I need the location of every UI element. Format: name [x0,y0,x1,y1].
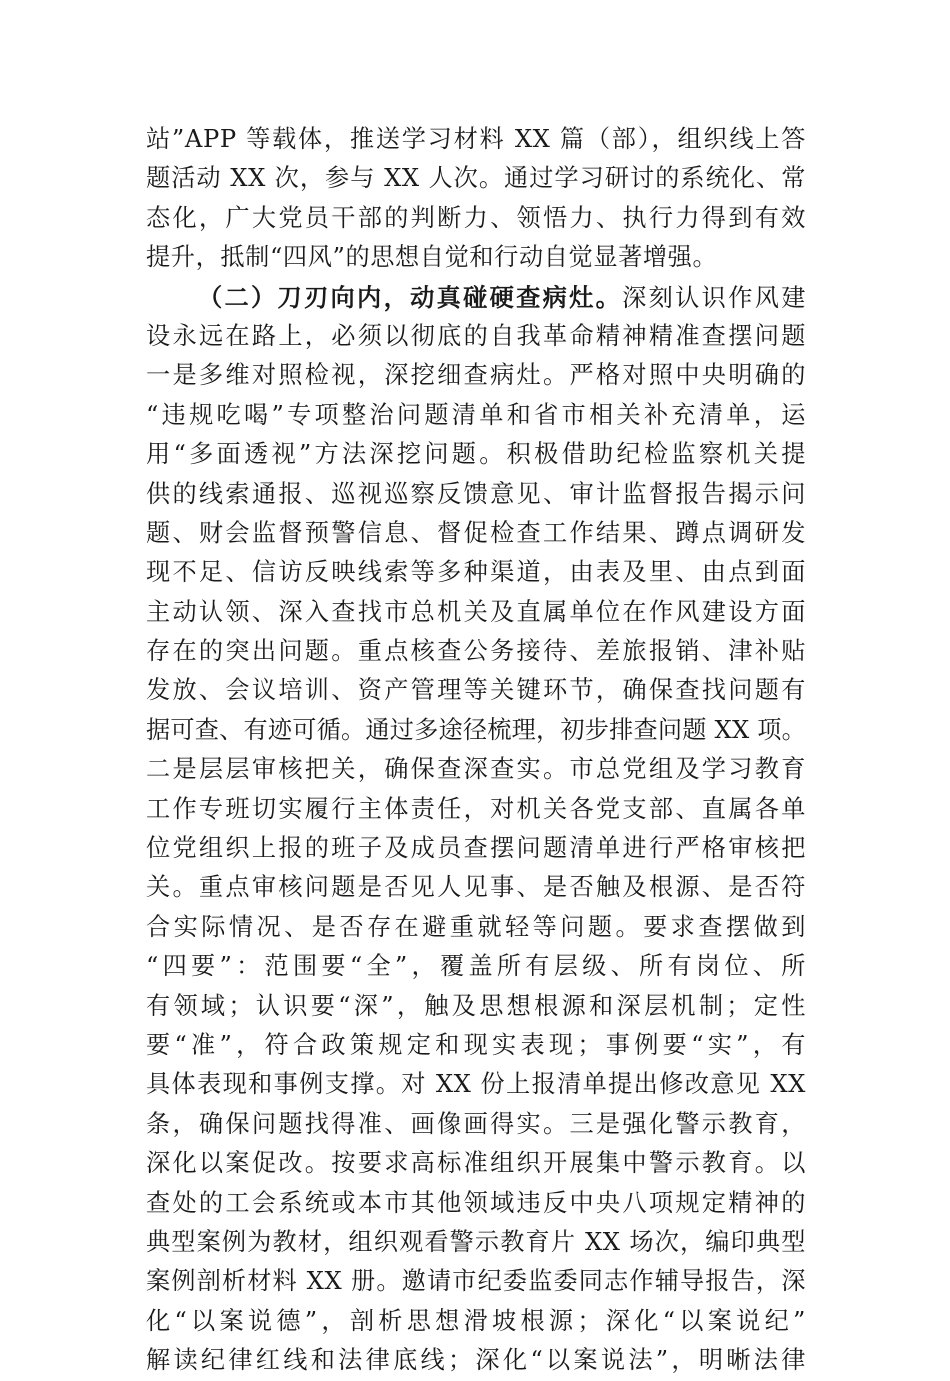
body-line: 典型案例为教材，组织观看警示教育片 XX 场次，编印典型 [146,1227,806,1256]
body-line: 供的线索通报、巡视巡察反馈意见、审计监督报告揭示问 [146,479,806,508]
document-body [146,120,806,1381]
body-line: “违规吃喝”专项整治问题清单和省市相关补充清单，运 [146,400,806,429]
body-line: 化“以案说德”，剖析思想滑坡根源；深化“以案说纪” [146,1306,806,1335]
body-line: “四要”：范围要“全”，覆盖所有层级、所有岗位、所 [146,952,806,981]
section-heading-rest: 深刻认识作风建 [622,283,806,312]
body-line: 题、财会监督预警信息、督促检查工作结果、蹲点调研发 [146,518,806,547]
body-line: 合实际情况、是否存在避重就轻等问题。要求查摆做到 [146,912,806,941]
body-line: 查处的工会系统或本市其他领域违反中央八项规定精神的 [146,1188,806,1217]
body-line: 主动认领、深入查找市总机关及直属单位在作风建设方面 [146,597,806,626]
body-line: 设永远在路上，必须以彻底的自我革命精神精准查摆问题 [146,321,806,350]
body-line: 具体表现和事例支撑。对 XX 份上报清单提出修改意见 XX [146,1070,806,1099]
body-line: 站”APP 等载体，推送学习材料 XX 篇（部），组织线上答 [146,125,806,153]
body-line: 条，确保问题找得准、画像画得实。三是强化警示教育， [146,1109,806,1138]
body-line: 二是层层审核把关，确保查深查实。市总党组及学习教育 [146,755,806,784]
section-heading-line [146,278,806,317]
body-line: 位党组织上报的班子及成员查摆问题清单进行严格审核把 [146,834,806,863]
body-line: 提升，抵制“四风”的思想自觉和行动自觉显著增强。 [146,243,718,272]
body-line: 据可查、有迹可循。通过多途径梳理，初步排查问题 XX 项。 [146,715,806,744]
body-line: 用“多面透视”方法深挖问题。积极借助纪检监察机关提 [146,440,806,469]
body-line: 案例剖析材料 XX 册。邀请市纪委监委同志作辅导报告，深 [146,1267,806,1296]
body-line: 存在的突出问题。重点核查公务接待、差旅报销、津补贴 [146,637,806,666]
body-line: 有领域；认识要“深”，触及思想根源和深层机制；定性 [146,991,806,1020]
body-line: 关。重点审核问题是否见人见事、是否触及根源、是否符 [146,873,806,902]
body-line: 题活动 XX 次，参与 XX 人次。通过学习研讨的系统化、常 [146,164,806,193]
body-line: 态化，广大党员干部的判断力、领悟力、执行力得到有效 [146,203,806,232]
section-heading: （二）刀刃向内，动真碰硬查病灶。 [198,282,623,312]
body-line: 发放、会议培训、资产管理等关键环节，确保查找问题有 [146,676,806,705]
body-line: 一是多维对照检视，深挖细查病灶。严格对照中央明确的 [146,361,806,390]
body-line: 解读纪律红线和法律底线；深化“以案说法”，明晰法律 [146,1346,806,1375]
body-line: 现不足、信访反映线索等多种渠道，由表及里、由点到面 [146,558,806,587]
body-line: 要“准”，符合政策规定和现实表现；事例要“实”，有 [146,1030,806,1059]
body-line: 工作专班切实履行主体责任，对机关各党支部、直属各单 [146,794,806,823]
body-line: 深化以案促改。按要求高标准组织开展集中警示教育。以 [146,1149,806,1178]
